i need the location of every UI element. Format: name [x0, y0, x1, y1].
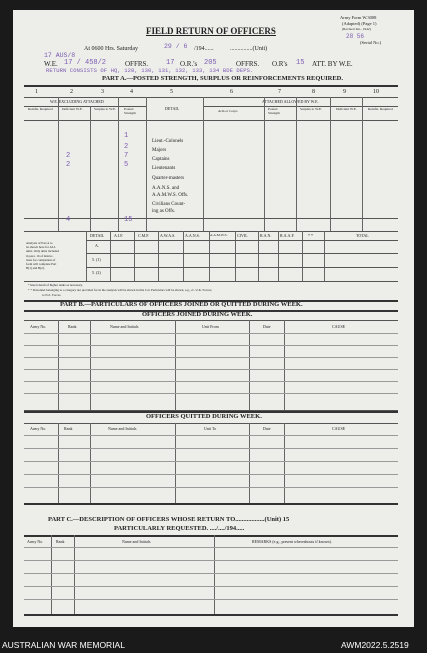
return-consists-stamp: RETURN CONSISTS OF HQ, 128, 130, 131, 132, 133, 134 BDE DEPS.	[46, 67, 254, 74]
analysis-other: * *	[308, 233, 313, 238]
quitted-col-cause: CAUSE	[332, 426, 346, 431]
posted-majors: 2	[124, 143, 129, 151]
rank-civilians: Civilians Count-	[152, 202, 186, 207]
date-handwritten: 29 / 6	[164, 43, 188, 50]
joined-col-name: Name and Initials	[110, 324, 139, 329]
rank-aamws: A.A.M.W.S. Offs.	[152, 193, 189, 198]
army-form-adapted: (Adapted) (Page 1)	[342, 21, 377, 26]
joined-title: OFFICERS JOINED DURING WEEK.	[142, 311, 253, 318]
quitted-col-rank: Rank	[64, 426, 73, 431]
analysis-row-b1: 5. (1)	[92, 257, 101, 262]
total-deficient: 4	[66, 216, 71, 224]
or-label: O.R.'s	[180, 60, 198, 68]
at-hours-label: At 0600 Hrs. Saturday	[84, 46, 138, 52]
rank-civilians-2: ing as Offs.	[152, 209, 176, 214]
rank-lieut-colonels: Lieut.-Colonels	[152, 139, 184, 144]
part-c-line2: PARTICULARLY REQUESTED. ..../..../194.....	[114, 525, 245, 532]
surplus2-header: Surplus to W.E.	[300, 107, 322, 111]
offrs-label: OFFRS.	[125, 60, 149, 68]
analysis-civil: CIVIL	[237, 233, 248, 238]
quitted-col-army-no: Army No.	[30, 426, 47, 431]
attached-allowed-header: ATTACHED ALLOWED BY W.E.	[262, 99, 319, 104]
form-title: FIELD RETURN OF OFFICERS	[146, 26, 276, 36]
part-b-heading: PART B.—PARTICULARS OF OFFICERS JOINED OR QUITTED DURING WEEK.	[60, 301, 303, 308]
reinfts2-header: Reinfts. Required	[368, 107, 393, 111]
analysis-row-b2: 5. (2)	[92, 270, 101, 275]
analysis-row-a: A.	[95, 243, 99, 248]
surplus-header: Surplus to W.E.	[94, 107, 116, 111]
col-num-5: 5	[170, 89, 173, 95]
footnote-2: * * Personnel belonging to a category not provided for in the analysis will be shown in this Col. Particulars will be shown, e.g., 2/- U.K. Forces;	[28, 288, 212, 292]
footnote-3: to N.Z. Forces.	[42, 293, 62, 297]
col-num-1: 1	[35, 89, 38, 95]
or-value: 205	[204, 59, 217, 67]
we-label: W.E.	[44, 60, 58, 68]
serial-number-label: (Serial No.)	[360, 40, 382, 45]
quitted-col-unit-to: Unit To	[204, 426, 217, 431]
rank-aans: A.A.N.S. and	[152, 186, 180, 191]
quitted-col-name: Name and Initials	[108, 426, 137, 431]
col-num-4: 4	[130, 89, 133, 95]
army-form-number: Army Form W.3008	[340, 15, 377, 20]
analysis-raaf: R.A.A.F.	[280, 233, 295, 238]
analysis-table	[24, 231, 398, 282]
rank-captains: Captains	[152, 157, 170, 162]
analysis-detail: DETAIL	[90, 233, 105, 238]
part-c-col-army-no: Army No.	[27, 539, 44, 544]
analysis-ran: R.A.N.	[260, 233, 272, 238]
total-posted: 15	[124, 216, 133, 224]
we-value: 17 / 458/2	[64, 59, 107, 67]
deficient-header: Deficient W.E.	[62, 107, 83, 111]
unit-label: ...............(Unit)	[230, 46, 268, 52]
part-c-col-remarks: REMARKS (e.g., present whereabouts if known).	[252, 539, 332, 544]
analysis-aans: A.A.N.S.	[185, 233, 200, 238]
detail-header: DETAIL	[165, 106, 180, 111]
analysis-awas: A.W.A.S.	[160, 233, 176, 238]
deficient-lieutenants: 2	[66, 161, 71, 169]
analysis-note: Analysis of Part A to be shown here for ALL units. Only units included in para. 16 of instruc- tions for completion of form will complete Part B(1) and B(2).	[26, 241, 59, 271]
reinfts-required-header: Reinfts. Required	[28, 107, 53, 111]
posted-lt-col: 1	[124, 132, 129, 140]
analysis-aamws: A.A.M.W.S.	[210, 233, 228, 237]
joined-col-cause: CAUSE	[332, 324, 346, 329]
stamp-unit: 17 AUS/8	[44, 52, 76, 59]
we-excluding-header: W.E. EXCLUDING ATTACHED	[50, 99, 104, 104]
analysis-total: TOTAL	[356, 233, 369, 238]
posted-strength2-header: Posted Strength	[268, 107, 280, 115]
army-form-revised: (Revised Jan., 1942)	[342, 27, 371, 31]
rank-majors: Majors	[152, 148, 167, 153]
serial-number-value: 28 56	[346, 33, 365, 40]
ors2-label: O.R's	[272, 60, 288, 68]
footnote-1: * Insert detail of higher ranks as necessary.	[28, 283, 83, 287]
att-by-we-label: ATT. BY W.E.	[312, 60, 353, 68]
offrs2-label: OFFRS.	[236, 60, 260, 68]
rank-quartermasters: Quarter-masters	[152, 176, 185, 181]
footer-accession-number: AWM2022.5.2519	[341, 640, 409, 650]
joined-col-army-no: Army No.	[30, 324, 47, 329]
col-num-3: 3	[101, 89, 104, 95]
joined-col-rank: Rank	[68, 324, 77, 329]
col-num-7: 7	[278, 89, 281, 95]
deficient-captains: 2	[66, 152, 71, 160]
col-num-9: 9	[343, 89, 346, 95]
part-c-col-rank: Rank	[56, 539, 65, 544]
joined-col-date: Date	[263, 324, 271, 329]
col-num-6: 6	[230, 89, 233, 95]
posted-lieutenants: 5	[124, 161, 129, 169]
deficient2-header: Deficient W.E.	[336, 107, 357, 111]
posted-strength-header: Posted Strength	[124, 107, 136, 115]
footer-institution: AUSTRALIAN WAR MEMORIAL	[2, 640, 125, 650]
ors2-value: 15	[296, 59, 305, 67]
part-a-table	[24, 97, 398, 232]
analysis-cmf: C.M.F.	[138, 233, 150, 238]
part-a-heading: PART A.—POSTED STRENGTH, SURPLUS OR REINFORCEMENTS REQUIRED.	[102, 75, 343, 82]
quitted-col-date: Date	[263, 426, 271, 431]
part-c-line1: PART C.—DESCRIPTION OF OFFICERS WHOSE RETURN TO..................(Unit) 15	[48, 516, 290, 523]
col-num-8: 8	[312, 89, 315, 95]
joined-col-unit-from: Unit From	[202, 324, 219, 329]
analysis-aif: A.I.F.	[114, 233, 124, 238]
year-label: /194......	[194, 46, 214, 52]
offrs-value: 17	[166, 59, 175, 67]
quitted-title: OFFICERS QUITTED DURING WEEK.	[146, 413, 262, 420]
posted-captains: 7	[124, 152, 129, 160]
arm-or-corps-header: Arm or Corps	[218, 109, 238, 113]
part-c-col-name: Name and Initials	[122, 539, 151, 544]
col-num-2: 2	[70, 89, 73, 95]
rank-lieutenants: Lieutenants	[152, 166, 176, 171]
col-num-10: 10	[373, 89, 379, 95]
